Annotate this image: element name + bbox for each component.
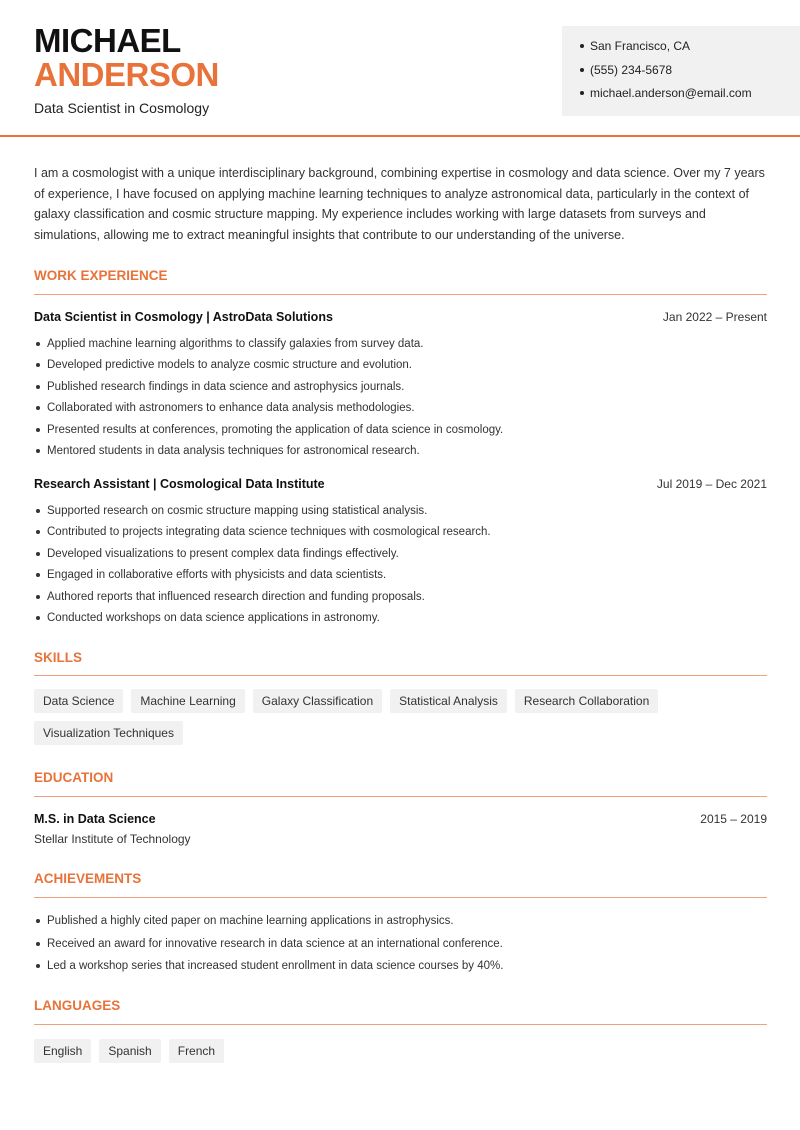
education-heading: EDUCATION — [34, 770, 114, 785]
list-item: Developed predictive models to analyze cosmic structure and evolution. — [34, 358, 767, 379]
contact-location: San Francisco, CA — [580, 38, 800, 62]
list-item: Contributed to projects integrating data science techniques with cosmological research. — [34, 525, 767, 546]
list-item: Published research findings in data science and astrophysics journals. — [34, 380, 767, 401]
job-bullet-list — [34, 504, 767, 632]
education-school: Stellar Institute of Technology — [34, 832, 191, 846]
last-name: ANDERSON — [34, 56, 219, 93]
job-dates: Jan 2022 – Present — [662, 310, 767, 324]
skill-tag: Galaxy Classification — [253, 689, 382, 713]
list-item: Collaborated with astronomers to enhance data analysis methodologies. — [34, 401, 767, 422]
list-item: Supported research on cosmic structure mapping using statistical analysis. — [34, 504, 767, 525]
education-degree: M.S. in Data Science — [34, 812, 156, 826]
achievements-heading: ACHIEVEMENTS — [34, 871, 142, 886]
contact-box — [562, 26, 800, 116]
list-item: Received an award for innovative research in data science at an international conference. — [34, 937, 767, 960]
job-header — [34, 477, 767, 491]
section-divider — [34, 1024, 767, 1025]
contact-email[interactable]: michael.anderson@email.com — [580, 85, 800, 109]
section-divider — [34, 897, 767, 898]
skills-tag-list — [34, 689, 774, 745]
job-header — [34, 310, 767, 324]
job-title: Data Scientist in Cosmology — [34, 100, 210, 116]
skill-tag: Statistical Analysis — [390, 689, 507, 713]
skill-tag: Machine Learning — [131, 689, 244, 713]
job-dates: Jul 2019 – Dec 2021 — [656, 477, 767, 491]
languages-tag-list — [34, 1039, 774, 1063]
summary-paragraph: I am a cosmologist with a unique interdisciplinary background, combining expertise in cosmology and data science. Over my 7 years of experience, I have focused on applying machine learning techniques to analyze astronomical data, particularly in the context of galaxy classification and cosmic structure mapping. My experience includes working with large datasets from surveys and simulations, allowing me to extract meaningful insights that contribute to our understanding of the universe. — [34, 166, 765, 243]
job-bullet-list — [34, 337, 767, 465]
skill-tag: Data Science — [34, 689, 123, 713]
list-item: Conducted workshops on data science applications in astronomy. — [34, 611, 767, 632]
resume-header — [0, 0, 800, 137]
list-item: Published a highly cited paper on machine learning applications in astrophysics. — [34, 914, 767, 937]
first-name: MICHAEL — [34, 22, 181, 59]
languages-heading: LANGUAGES — [34, 998, 121, 1013]
skill-tag: Research Collaboration — [515, 689, 658, 713]
contact-phone: (555) 234-5678 — [580, 62, 800, 86]
skills-heading: SKILLS — [34, 650, 83, 665]
section-divider — [34, 675, 767, 676]
work-experience-heading: WORK EXPERIENCE — [34, 268, 168, 283]
language-tag: French — [169, 1039, 224, 1063]
list-item: Developed visualizations to present complex data findings effectively. — [34, 547, 767, 568]
list-item: Authored reports that influenced research direction and funding proposals. — [34, 590, 767, 611]
job-role: Research Assistant | Cosmological Data Institute — [34, 477, 325, 491]
list-item: Presented results at conferences, promoting the application of data science in cosmology. — [34, 423, 767, 444]
education-years: 2015 – 2019 — [700, 812, 767, 826]
list-item: Led a workshop series that increased student enrollment in data science courses by 40%. — [34, 959, 767, 982]
list-item: Applied machine learning algorithms to classify galaxies from survey data. — [34, 337, 767, 358]
achievements-list — [34, 914, 767, 982]
job-role: Data Scientist in Cosmology | AstroData Solutions — [34, 310, 333, 324]
section-divider — [34, 294, 767, 295]
section-divider — [34, 796, 767, 797]
skill-tag: Visualization Techniques — [34, 721, 183, 745]
list-item: Mentored students in data analysis techniques for astronomical research. — [34, 444, 767, 465]
list-item: Engaged in collaborative efforts with physicists and data scientists. — [34, 568, 767, 589]
language-tag: Spanish — [99, 1039, 160, 1063]
language-tag: English — [34, 1039, 91, 1063]
